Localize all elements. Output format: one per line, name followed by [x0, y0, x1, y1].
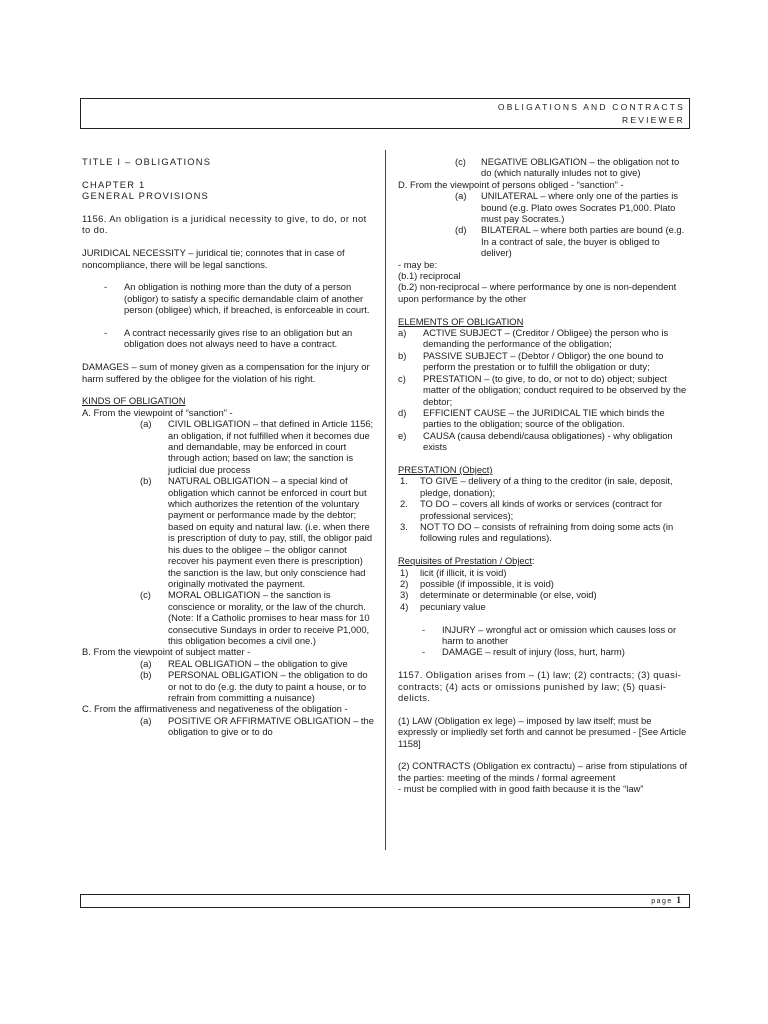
item-label: d) [398, 406, 407, 418]
reciprocal-line: (b.1) reciprocal [398, 270, 461, 282]
section-b-heading: B. From the viewpoint of subject matter - [82, 646, 251, 658]
bullet-marker: - [422, 623, 426, 635]
list-item [398, 567, 690, 578]
item-text: determinate or determinable (or else, void) [420, 589, 597, 601]
list-item [398, 430, 690, 453]
item-text: NEGATIVE OBLIGATION – the obligation not to do (which naturally inludes not to give) [481, 156, 680, 179]
list-item [398, 498, 690, 521]
article-1157: 1157. Obligation arises from – (1) law; (2) contracts; (3) quasi-contracts; (4) acts or omissions punished by law; (5) quasi-delicts. [398, 669, 682, 704]
item-text: licit (if illicit, it is void) [420, 566, 507, 578]
item-label: b) [398, 349, 407, 361]
item-text: MORAL OBLIGATION – the sanction is conscience or morality, or the law of the church. (Note: If a Catholic promises to hear mass for 10 consecutive Sundays in order to receive P1,000, this obligation becomes a civil one.) [168, 589, 370, 646]
list-item [82, 475, 374, 589]
column-divider [385, 150, 386, 850]
item-text: PRESTATION – (to give, to do, or not to do) object; subject matter of the obligation; conduct required to be observed by the debtor; [423, 372, 687, 407]
item-text: CIVIL OBLIGATION – that defined in Article 1156; an obligation, if not fulfilled when it becomes due and demandable, may be enforced in court through action; based on law; the sanction is judicial due process [168, 418, 374, 475]
item-text: pecuniary value [420, 600, 486, 612]
list-item [398, 475, 690, 498]
item-text: PERSONAL OBLIGATION – the obligation to do or not to do (e.g. the duty to paint a house, or to refrain from committing a nuisance) [168, 669, 368, 703]
title-heading: TITLE I – OBLIGATIONS [82, 156, 212, 167]
list-item [398, 601, 690, 612]
item-label: (a) [140, 418, 152, 430]
item-label: c) [398, 372, 406, 384]
item-label: (d) [455, 224, 467, 236]
bullet-item [398, 646, 690, 657]
item-label: (a) [140, 657, 152, 669]
section-d-heading: D. From the viewpoint of persons obliged - “sanction” - [398, 178, 624, 190]
document-subtitle: REVIEWER [622, 115, 685, 125]
item-text: possible (if impossible, it is void) [420, 577, 554, 589]
item-text: TO GIVE – delivery of a thing to the creditor (in sale, deposit, pledge, donation); [420, 475, 673, 498]
list-item [398, 156, 690, 179]
bullet-item [82, 281, 374, 315]
item-label: 1. [400, 475, 408, 487]
item-label: 2. [400, 498, 408, 510]
list-item [398, 350, 690, 373]
item-label: 3) [400, 589, 409, 601]
item-label: (a) [140, 714, 152, 726]
item-text: BILATERAL – where both parties are bound (e.g. In a contract of sale, the buyer is obliged to deliver) [481, 224, 685, 259]
list-item [82, 669, 374, 703]
bullet-text: A contract necessarily gives rise to an obligation but an obligation does not always need to have a contract. [124, 327, 353, 350]
requisites-colon: : [531, 555, 535, 567]
list-item [398, 190, 690, 224]
non-reciprocal-line: (b.2) non-reciprocal – where performance by one is non-dependent upon performance by the other [398, 281, 677, 304]
chapter-subheading: GENERAL PROVISIONS [82, 190, 210, 202]
list-item [82, 658, 374, 669]
contracts-source: (2) CONTRACTS (Obligation ex contractu) – arise from stipulations of the parties: meeting of the minds / formal agreement [398, 760, 688, 783]
item-text: CAUSA (causa debendi/causa obligationes) - why obligation exists [423, 429, 673, 453]
bullet-marker: - [104, 281, 108, 293]
requisites-heading-text: Requisites of Prestation / Object [398, 555, 532, 567]
bullet-item [398, 624, 690, 647]
bullet-marker: - [104, 327, 108, 339]
item-label: 1) [400, 566, 409, 578]
article-1156: 1156. An obligation is a juridical necessity to give, to do, or not to do. [82, 213, 367, 236]
list-item [82, 589, 374, 646]
bullet-text: INJURY – wrongful act or omission which causes loss or harm to another [442, 623, 677, 646]
prestation-heading: PRESTATION (Object) [398, 463, 493, 475]
section-c-heading: C. From the affirmativeness and negativeness of the obligation - [82, 703, 348, 715]
page-footer [80, 894, 690, 908]
document-title: OBLIGATIONS AND CONTRACTS [497, 102, 685, 112]
kinds-of-obligation-heading: KINDS OF OBLIGATION [82, 395, 186, 407]
item-text: UNILATERAL – where only one of the parties is bound (e.g. Plato owes Socrates P1,000. Plato must pay Socrates.) [481, 190, 678, 225]
item-label: 4) [400, 600, 409, 612]
page-label: page [651, 898, 673, 905]
bullet-item [82, 327, 374, 350]
item-text: NOT TO DO – consists of refraining from doing some acts (in following rules and regulations). [420, 520, 674, 544]
item-label: (c) [140, 589, 151, 601]
page-header [80, 98, 690, 129]
requisites-heading [398, 555, 690, 566]
right-column [398, 156, 690, 795]
item-label: (a) [455, 190, 467, 202]
item-label: 2) [400, 577, 409, 589]
bullet-marker: - [422, 646, 426, 658]
list-item [398, 407, 690, 430]
item-text: NATURAL OBLIGATION – a special kind of obligation which cannot be enforced in court but which authorizes the retention of the voluntary payment or performance made by the debtor; based on equity and natural law. (i.e. when there is prescription of duty to pay, still, the obligor paid his dues to the obligee – the obligor cannot recover his payment even there is prescription) the sanction is the law, but only conscience had originally motivated the payment. [168, 475, 373, 589]
item-text: REAL OBLIGATION – the obligation to give [168, 657, 348, 669]
chapter-heading: CHAPTER 1 [82, 178, 146, 190]
item-label: 3. [400, 520, 408, 532]
page-number-value: 1 [676, 896, 681, 906]
item-label: (b) [140, 669, 152, 681]
list-item [398, 578, 690, 589]
item-label: (c) [455, 156, 466, 167]
elements-heading: ELEMENTS OF OBLIGATION [398, 315, 524, 327]
list-item [398, 224, 690, 258]
bullet-text: DAMAGE – result of injury (loss, hurt, harm) [442, 646, 625, 658]
may-be-line: - may be: [398, 258, 438, 270]
item-label: (b) [140, 475, 152, 487]
left-column [82, 156, 374, 738]
item-text: POSITIVE OR AFFIRMATIVE OBLIGATION – the obligation to give or to do [168, 714, 374, 738]
item-text: TO DO – covers all kinds of works or services (contract for professional services); [420, 498, 663, 521]
item-label: a) [398, 327, 407, 339]
juridical-necessity-definition: JURIDICAL NECESSITY – juridical tie; connotes that in case of noncompliance, there will be legal sanctions. [82, 247, 345, 270]
contracts-note: - must be complied with in good faith because it is the “law” [398, 783, 644, 795]
item-text: EFFICIENT CAUSE – the JURIDICAL TIE which binds the parties to the obligation; source of the obligation. [423, 406, 665, 430]
item-label: e) [398, 429, 407, 441]
bullet-text: An obligation is nothing more than the duty of a person (obligor) to satisfy a specific demandable claim of another person (obligee) which, if breached, is enforceable in court. [124, 281, 370, 316]
page-number [651, 896, 681, 907]
list-item [82, 418, 374, 475]
damages-definition: DAMAGES – sum of money given as a compensation for the injury or harm suffered by the obligee for the violation of his right. [82, 361, 370, 384]
list-item [398, 589, 690, 600]
law-source: (1) LAW (Obligation ex lege) – imposed by law itself; must be expressly or impliedly set forth and cannot be presumed - [See Article 1158] [398, 714, 687, 749]
list-item [398, 521, 690, 544]
list-item [398, 327, 690, 350]
item-text: ACTIVE SUBJECT – (Creditor / Obligee) the person who is demanding the performance of the obligation; [423, 327, 669, 350]
item-text: PASSIVE SUBJECT – (Debtor / Obligor) the one bound to perform the prestation or to fulfill the obligation or duty; [423, 349, 664, 373]
list-item [398, 373, 690, 407]
list-item [82, 715, 374, 738]
section-a-heading: A. From the viewpoint of “sanction” - [82, 406, 233, 418]
